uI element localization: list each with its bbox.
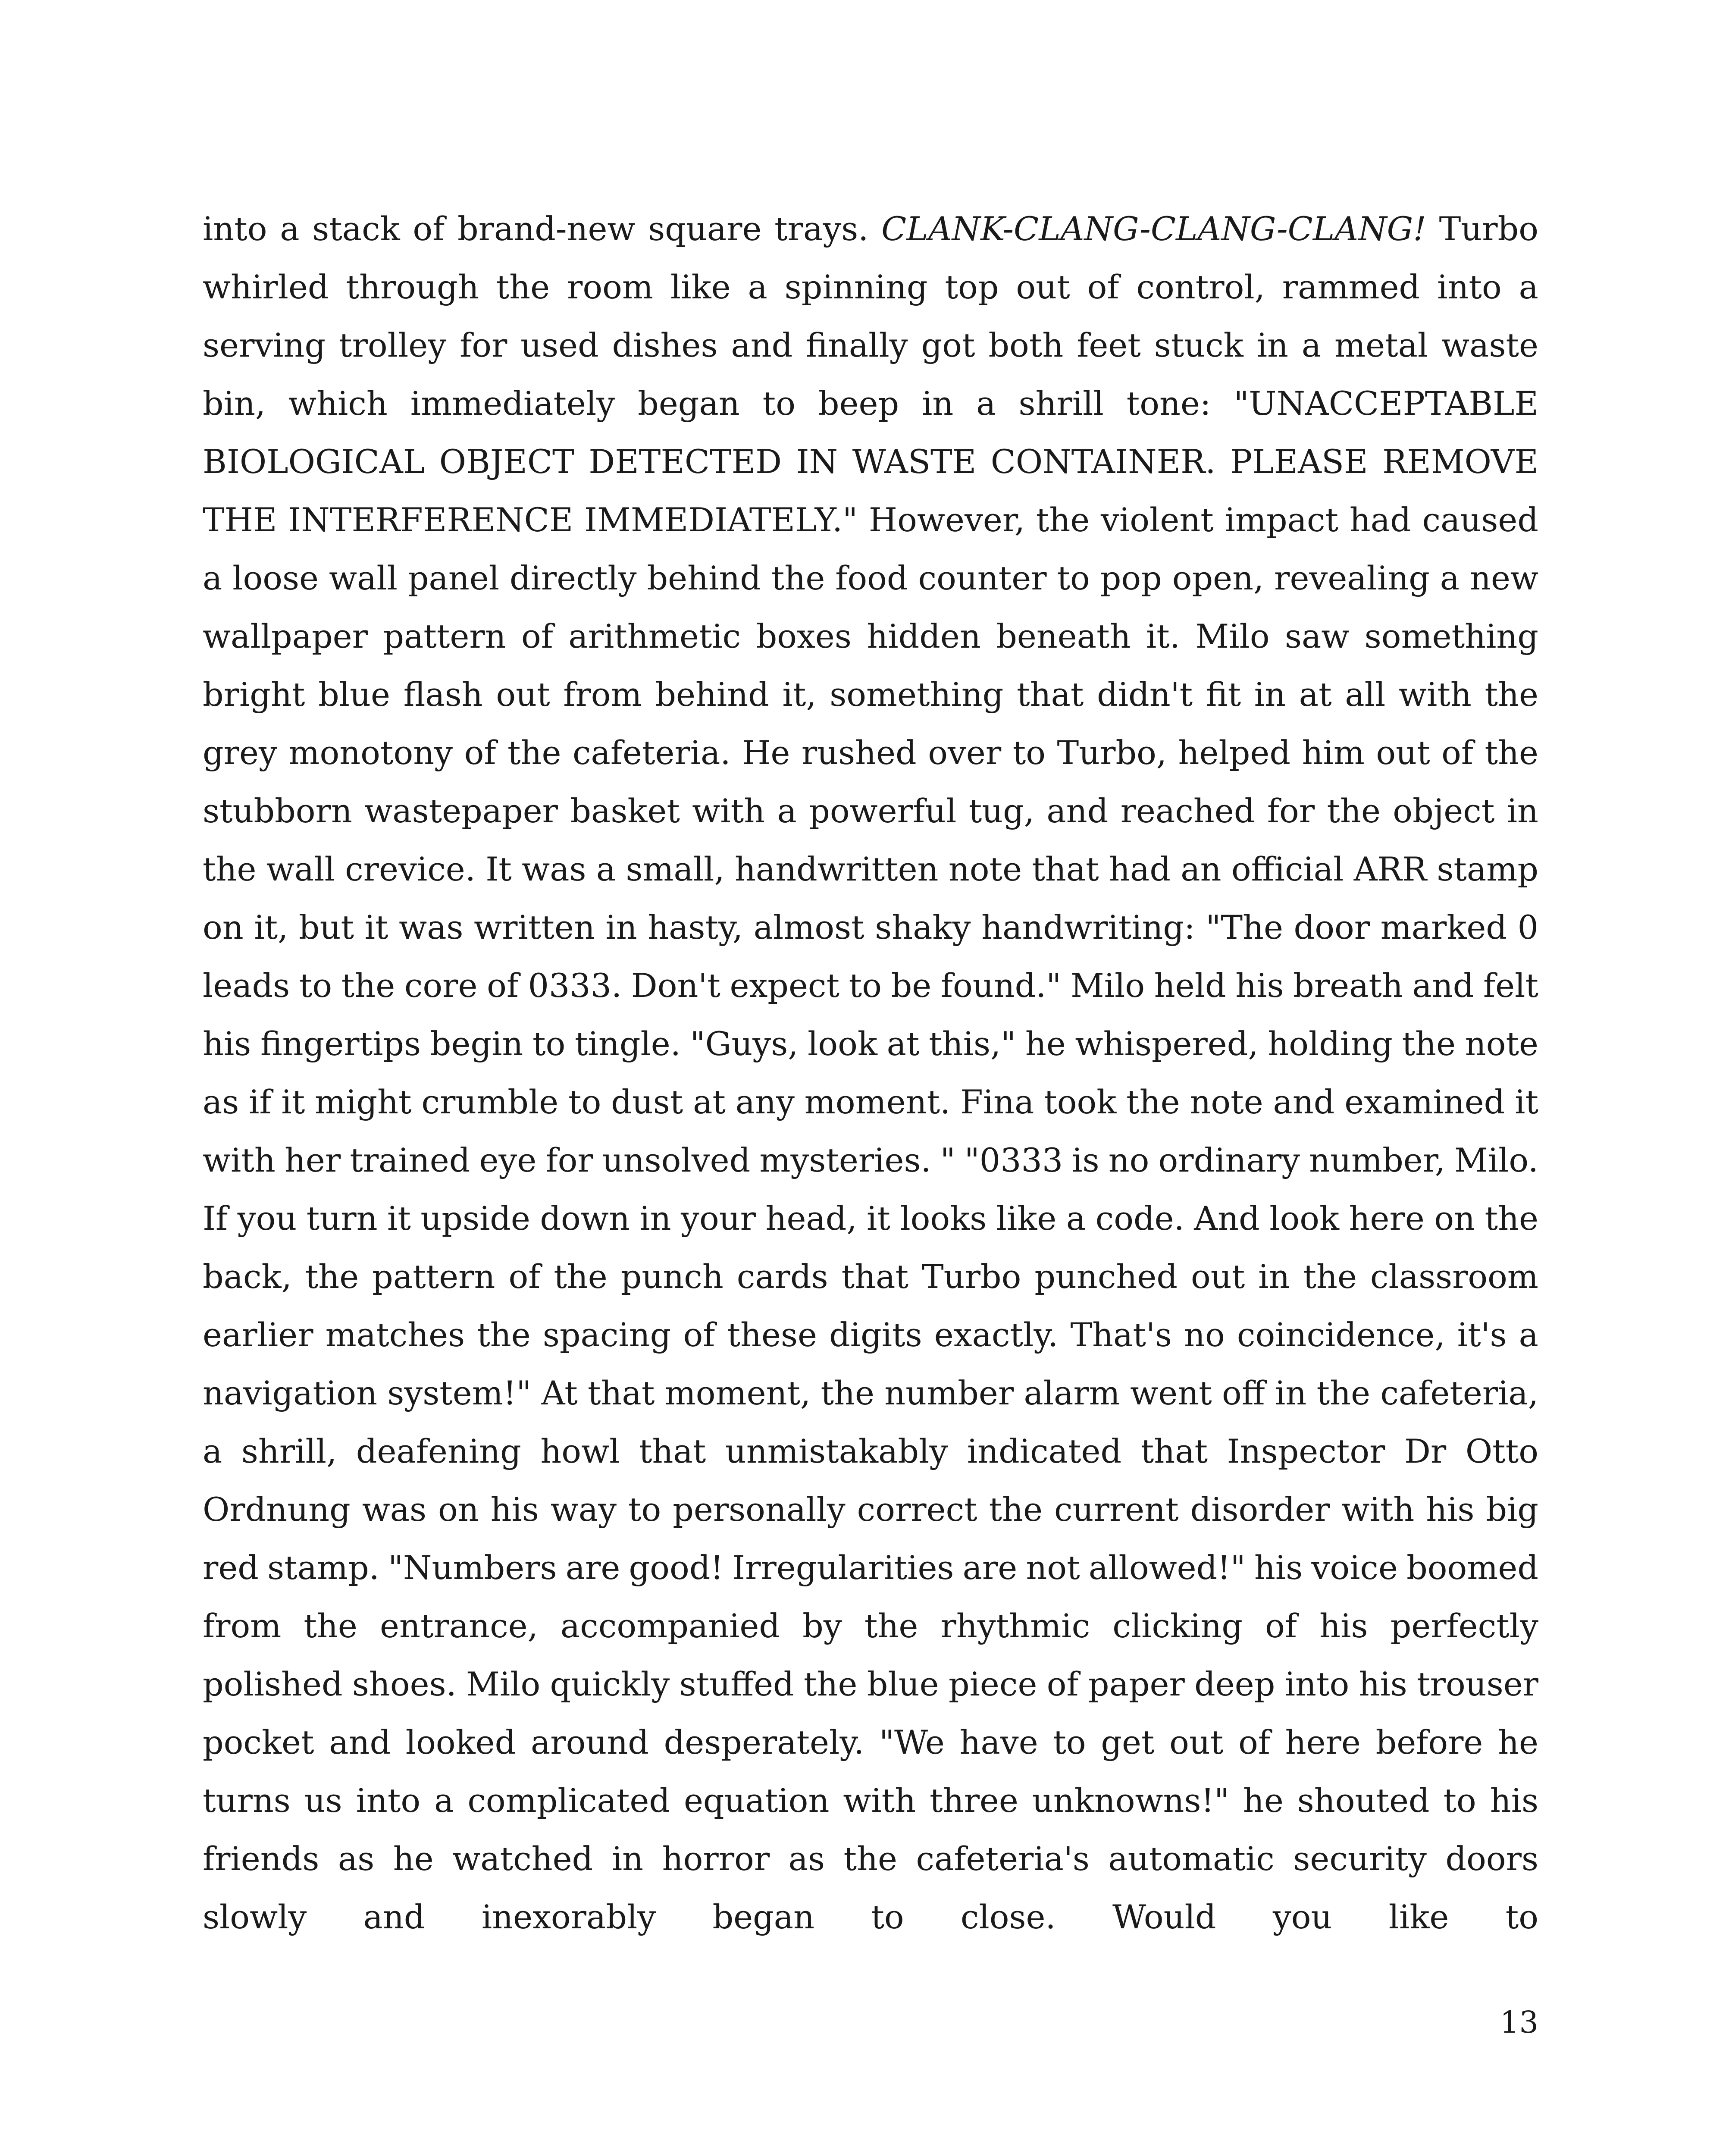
page-number: 13 [1500,2005,1538,2040]
sound-effect-italic: CLANK-CLANG-CLANG-CLANG! [881,210,1426,248]
paragraph-text-main: Turbo whirled through the room like a spinning top out of control, rammed into a serving trolley for used dishes and finally got both feet stuck in a metal waste bin, which immediately began to beep in a shrill tone: "UNACCEPTABLE BIOLOGICAL OBJECT DETECTED IN WASTE CONTAINER. PLEASE REMOVE THE INTERFERENCE IMMEDIATELY." However, the violent impact had caused a loose wall panel directly behind the food counter to pop open, revealing a new wallpaper pattern of arithmetic boxes hidden beneath it. Milo saw something bright blue flash out from behind it, something that didn't fit in at all with the grey monotony of the cafeteria. He rushed over to Turbo, helped him out of the stubborn wastepaper basket with a powerful tug, and reached for the object in the wall crevice. It was a small, handwritten note that had an official ARR stamp on it, but it was written in hasty, almost shaky handwriting: "The door marked 0 leads to the core of 0333. Don't expect to be found." Milo held his breath and felt his fingertips begin to tingle. "Guys, look at this," he whispered, holding the note as if it might crumble to dust at any moment. Fina took the note and examined it with her trained eye for unsolved mysteries. " "0333 is no ordinary number, Milo. If you turn it upside down in your head, it looks like a code. And look here on the back, the pattern of the punch cards that Turbo punched out in the classroom earlier matches the spacing of these digits exactly. That's no coincidence, it's a navigation system!" At that moment, the number alarm went off in the cafeteria, a shrill, deafening howl that unmistakably indicated that Inspector Dr Otto Ordnung was on his way to personally correct the current disorder with his big red stamp. "Numbers are good! Irregularities are not allowed!" his voice boomed from the entrance, accompanied by the rhythmic clicking of his perfectly polished shoes. Milo quickly stuffed the blue piece of paper deep into his trouser pocket and looked around desperately. "We have to get out of here before he turns us into a complicated equation with three unknowns!" he shouted to his friends as he watched in horror as the cafeteria's automatic security doors slowly and inexorably began to close. Would you like to [203,210,1538,1936]
paragraph-text-lead: into a stack of brand-new square trays. [203,210,882,248]
body-paragraph [203,200,1538,1946]
